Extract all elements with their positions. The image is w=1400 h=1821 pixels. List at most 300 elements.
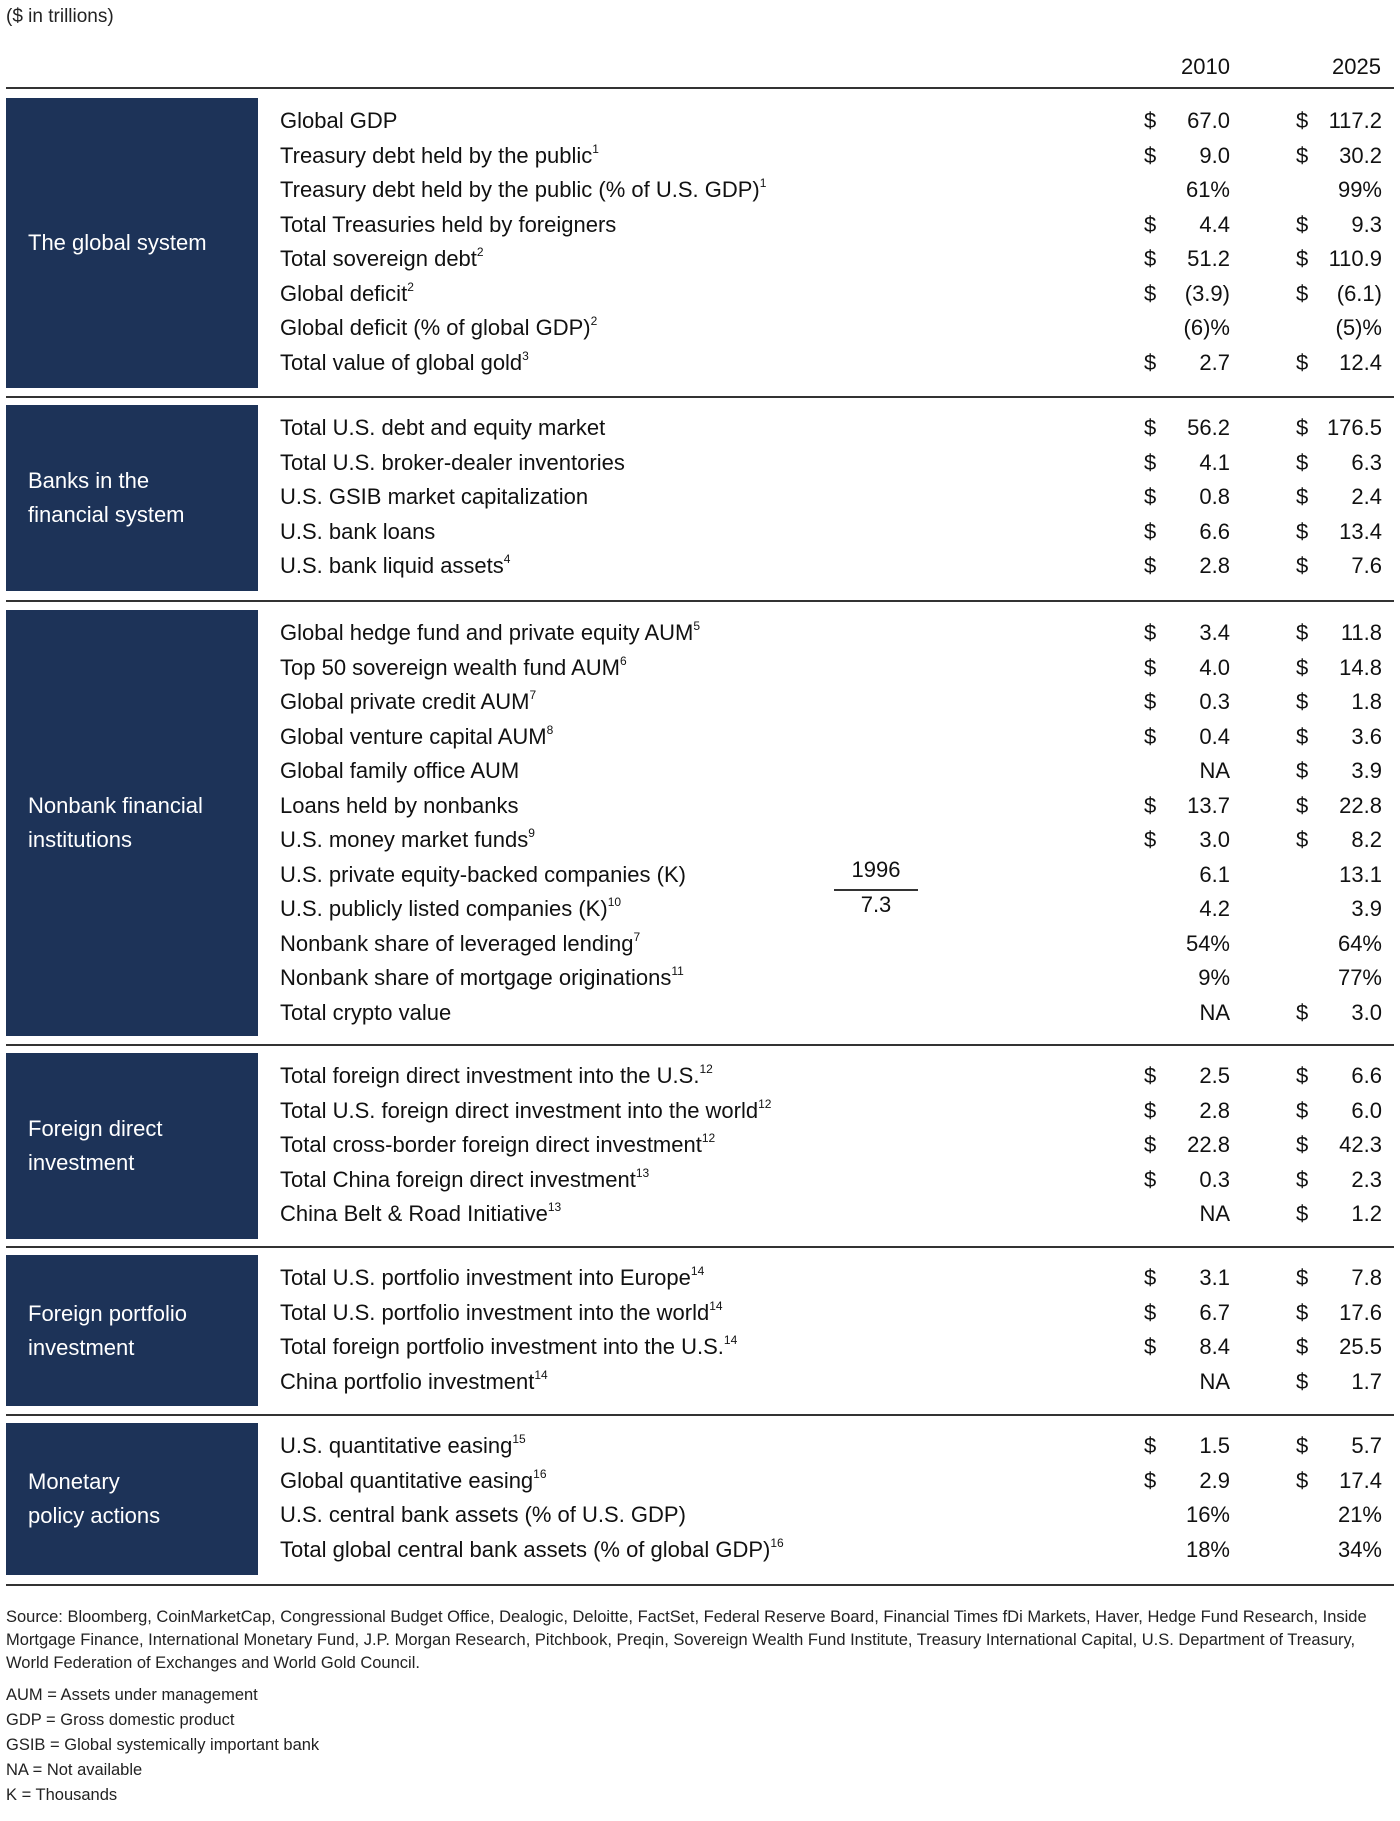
row-label-text: U.S. GSIB market capitalization: [280, 484, 589, 509]
value-2010: 0.8: [1199, 484, 1230, 509]
row-label-text: Total China foreign direct investment: [280, 1166, 636, 1192]
value-2010: 2.5: [1199, 1063, 1230, 1088]
table-row: [280, 616, 1394, 651]
currency-2025: $: [1296, 415, 1309, 440]
currency-2010: $: [1144, 1097, 1157, 1123]
row-label-text: Total cross-border foreign direct investment: [280, 1132, 702, 1157]
value-2025: 13.1: [1339, 861, 1382, 887]
row-label-text: U.S. central bank assets (% of U.S. GDP): [280, 1502, 686, 1527]
value-2010: NA: [1199, 1201, 1230, 1226]
footnote-marker: 5: [693, 619, 701, 633]
section-rule: [6, 1584, 1394, 1586]
value-2025: 9.3: [1351, 211, 1382, 237]
footnote-marker: 12: [758, 1096, 772, 1111]
row-label: [280, 892, 621, 926]
currency-2010: $: [1144, 108, 1157, 133]
value-2025: 22.8: [1339, 792, 1382, 818]
section-rule: [6, 1044, 1394, 1046]
value-2025: 1.8: [1351, 689, 1382, 714]
value-2025: 3.9: [1351, 758, 1382, 783]
header-rule: [6, 87, 1394, 89]
currency-2025: $: [1296, 1097, 1309, 1123]
value-2025: 3.6: [1351, 723, 1382, 749]
value-2025: 64%: [1337, 930, 1382, 956]
value-2010: 1.5: [1199, 1433, 1230, 1458]
footnote-marker: 13: [547, 1200, 562, 1214]
row-label-text: U.S. publicly listed companies (K): [280, 896, 608, 921]
currency-2010: $: [1144, 1265, 1157, 1290]
value-2010: 8.4: [1199, 1334, 1230, 1359]
row-label-text: Global deficit (% of global GDP): [280, 315, 591, 340]
value-2010: 18%: [1185, 1536, 1230, 1562]
row-label: [280, 1429, 526, 1463]
row-label: [280, 651, 627, 685]
row-label: [280, 1094, 771, 1128]
row-label: [280, 996, 451, 1030]
value-2025: 17.4: [1339, 1467, 1382, 1493]
currency-2025: $: [1296, 999, 1309, 1025]
currency-2010: $: [1144, 553, 1157, 578]
section-label-box: [6, 98, 258, 388]
section-rows: [280, 1429, 1394, 1567]
row-label-text: U.S. private equity-backed companies (K): [280, 861, 686, 887]
abbreviation: K = Thousands: [6, 1786, 118, 1804]
value-2010: (3.9): [1184, 280, 1230, 306]
value-2010: (6)%: [1183, 315, 1230, 340]
table-row: [280, 961, 1394, 996]
value-2025: 5.7: [1351, 1433, 1382, 1458]
value-2010: 56.2: [1187, 415, 1230, 440]
section-label-box: [6, 1423, 258, 1575]
value-2010: 61%: [1185, 177, 1230, 202]
currency-2025: $: [1296, 1265, 1309, 1290]
row-label-text: Global quantitative easing: [280, 1467, 534, 1493]
footnote-marker: 7: [633, 929, 641, 944]
value-2010: 2.8: [1199, 1097, 1230, 1123]
section-fdi: [6, 1053, 1394, 1239]
footnote-marker: 12: [699, 1062, 713, 1076]
column-header-2010: 2010: [1181, 54, 1230, 79]
value-2010: 4.0: [1199, 654, 1230, 680]
row-label-text: Nonbank share of mortgage originations: [280, 965, 672, 990]
footnote-marker: 2: [590, 314, 598, 328]
currency-2025: $: [1296, 484, 1309, 509]
footnote-marker: 14: [534, 1367, 548, 1382]
value-2025: 99%: [1337, 177, 1382, 202]
section-title: The global system: [28, 230, 207, 255]
section-rows: [280, 104, 1394, 380]
row-label: [280, 1330, 737, 1364]
footnote-marker: 1: [592, 141, 599, 156]
section-rule: [6, 1246, 1394, 1248]
row-label-text: Global GDP: [280, 108, 398, 133]
stray-value-top: 1996: [851, 857, 901, 882]
table-row: [280, 1094, 1394, 1129]
currency-2025: $: [1296, 142, 1309, 168]
value-2025: 117.2: [1328, 108, 1382, 133]
row-label: [280, 411, 605, 445]
row-label: [280, 480, 588, 514]
currency-2025: $: [1296, 1166, 1309, 1192]
table-row: [280, 1498, 1394, 1533]
value-2025: 11.8: [1340, 620, 1382, 645]
currency-2010: $: [1144, 1433, 1157, 1458]
section-label-box: [6, 1255, 258, 1406]
footnote-marker: 2: [407, 279, 414, 294]
row-label: [280, 1296, 723, 1330]
value-2025: 14.8: [1339, 654, 1382, 680]
table-row: [280, 139, 1394, 174]
value-2010: 6.6: [1199, 518, 1230, 544]
section-banks: [6, 405, 1394, 591]
value-2025: 1.2: [1351, 1201, 1382, 1226]
currency-2010: $: [1144, 792, 1157, 818]
table-row: [280, 104, 1394, 139]
row-label-text: Total U.S. debt and equity market: [280, 415, 606, 440]
table-row: [280, 1261, 1394, 1296]
row-label: [280, 1261, 704, 1295]
currency-2025: $: [1296, 1334, 1309, 1359]
currency-2010: $: [1144, 654, 1157, 680]
abbreviation: NA = Not available: [6, 1761, 143, 1779]
currency-2010: $: [1144, 211, 1157, 237]
footnote-marker: 13: [635, 1165, 650, 1180]
value-2025: (6.1): [1336, 280, 1382, 306]
value-2010: 2.7: [1199, 349, 1230, 375]
row-label-text: Total U.S. portfolio investment into the world: [280, 1299, 710, 1325]
row-label-text: Loans held by nonbanks: [280, 792, 519, 818]
value-2025: 42.3: [1339, 1132, 1382, 1157]
row-label-text: Global deficit: [280, 280, 408, 306]
currency-2010: $: [1144, 484, 1157, 509]
currency-2025: $: [1296, 349, 1309, 375]
row-label-text: U.S. quantitative easing: [280, 1433, 513, 1458]
row-label: [280, 823, 535, 857]
row-label-text: Global private credit AUM: [280, 689, 530, 714]
currency-2010: $: [1144, 1166, 1157, 1192]
table-row: [280, 685, 1394, 720]
row-label: [280, 446, 625, 480]
table-row: [280, 446, 1394, 481]
currency-2025: $: [1296, 1368, 1309, 1394]
table-row: [280, 1296, 1394, 1331]
value-2010: 6.1: [1199, 861, 1230, 887]
value-2010: 3.4: [1199, 620, 1230, 645]
footnote-marker: 10: [607, 895, 622, 909]
value-2025: 2.4: [1351, 484, 1382, 509]
currency-2025: $: [1296, 211, 1309, 237]
row-label: [280, 1059, 713, 1093]
footnote-marker: 12: [701, 1131, 716, 1145]
currency-2025: $: [1296, 689, 1309, 714]
value-2010: NA: [1199, 1368, 1230, 1394]
row-label-text: Total sovereign debt: [280, 246, 477, 271]
row-label-text: China portfolio investment: [280, 1368, 535, 1394]
table-row: [280, 1059, 1394, 1094]
row-label-text: Treasury debt held by the public (% of U.S. GDP): [280, 177, 760, 202]
row-label: [280, 104, 397, 138]
currency-2025: $: [1296, 1132, 1309, 1157]
section-rows: [280, 1059, 1394, 1232]
footnote-marker: 14: [690, 1264, 705, 1278]
row-label-text: Top 50 sovereign wealth fund AUM: [280, 654, 620, 680]
value-2025: 6.3: [1351, 449, 1382, 475]
value-2025: 34%: [1337, 1536, 1382, 1562]
row-label: [280, 173, 766, 207]
row-label-text: Total U.S. foreign direct investment into the world: [280, 1097, 759, 1123]
currency-2025: $: [1296, 1299, 1309, 1325]
value-2025: 176.5: [1326, 415, 1382, 440]
table-row: [280, 823, 1394, 858]
value-2010: 9.0: [1199, 142, 1230, 168]
footnote-marker: 16: [770, 1535, 784, 1550]
footnote-marker: 1: [759, 176, 767, 190]
currency-2025: $: [1296, 553, 1309, 578]
currency-2025: $: [1296, 246, 1309, 271]
row-label: [280, 961, 684, 995]
table-row: [280, 651, 1394, 686]
value-2025: 7.8: [1351, 1265, 1382, 1290]
table-row: [280, 346, 1394, 381]
section-rule: [6, 600, 1394, 602]
row-label-text: Total crypto value: [280, 999, 452, 1025]
footnote-marker: 15: [512, 1432, 526, 1446]
currency-2025: $: [1296, 1433, 1309, 1458]
section-label-box: [6, 405, 258, 591]
abbreviation: GSIB = Global systemically important bank: [6, 1736, 320, 1754]
value-2025: 8.2: [1351, 827, 1382, 852]
value-2010: 2.8: [1199, 553, 1230, 578]
section-title: Foreign direct investment: [28, 1116, 163, 1175]
currency-2025: $: [1296, 108, 1309, 133]
table-row: [280, 1365, 1394, 1400]
footnote-marker: 6: [619, 653, 627, 668]
section-global-system: [6, 98, 1394, 388]
table-row: [280, 277, 1394, 312]
row-label-text: Total Treasuries held by foreigners: [280, 211, 617, 237]
table-row: [280, 208, 1394, 243]
row-label-text: Global family office AUM: [280, 758, 520, 783]
currency-2010: $: [1144, 1299, 1157, 1325]
row-label: [280, 515, 435, 549]
currency-2010: $: [1144, 142, 1157, 168]
table-row: [280, 549, 1394, 584]
value-2010: 67.0: [1187, 108, 1230, 133]
value-2010: 22.8: [1187, 1132, 1230, 1157]
row-label-text: U.S. bank liquid assets: [280, 553, 504, 578]
value-2025: 30.2: [1339, 142, 1382, 168]
currency-2025: $: [1296, 723, 1309, 749]
currency-2025: $: [1296, 1467, 1309, 1493]
footnote-marker: 16: [533, 1466, 547, 1481]
row-label: [280, 1197, 561, 1231]
row-label: [280, 858, 686, 892]
currency-2010: $: [1144, 246, 1157, 271]
value-2025: 1.7: [1351, 1368, 1382, 1394]
footnote-marker: 4: [503, 552, 511, 566]
value-2025: 7.6: [1351, 553, 1382, 578]
currency-2025: $: [1296, 280, 1309, 306]
currency-2025: $: [1296, 1201, 1309, 1226]
value-2025: 21%: [1337, 1502, 1382, 1527]
table-row: [280, 789, 1394, 824]
value-2025: 110.9: [1328, 246, 1382, 271]
table-row: [280, 515, 1394, 550]
row-label: [280, 1128, 715, 1162]
row-label: [280, 616, 700, 650]
value-2010: 4.4: [1199, 211, 1230, 237]
section-title: Nonbank financial institutions: [28, 793, 203, 852]
footnote-marker: 14: [723, 1333, 738, 1347]
value-2010: 3.1: [1199, 1265, 1230, 1290]
footnote-marker: 11: [671, 964, 684, 978]
table-row: [280, 1533, 1394, 1568]
source-note: Source: Bloomberg, CoinMarketCap, Congressional Budget Office, Dealogic, Deloitte, FactSet, Federal Reserve Board, Financial Times fDi Markets, Haver, Hedge Fund Research, Inside Mortgage Finance, International Monetary Fund, J.P. Morgan Research, Pitchbook, Preqin, Sovereign Wealth Fund Institute, Treasury International Capital, U.S. Department of Treasury, World Federation of Exchanges and World Gold Council.: [6, 1608, 1367, 1672]
row-label: [280, 1533, 784, 1567]
footnote-marker: 3: [522, 348, 529, 363]
currency-2010: $: [1144, 518, 1157, 544]
currency-2025: $: [1296, 449, 1309, 475]
value-2010: 54%: [1185, 930, 1230, 956]
row-label-text: Total foreign portfolio investment into the U.S.: [280, 1334, 724, 1359]
table-row: [280, 1330, 1394, 1365]
value-2010: 4.1: [1199, 449, 1230, 475]
row-label: [280, 1464, 547, 1498]
row-label: [280, 789, 519, 823]
section-label-box: [6, 610, 258, 1036]
table-row: [280, 1429, 1394, 1464]
row-label-text: Total U.S. broker-dealer inventories: [280, 449, 625, 475]
row-label: [280, 1163, 649, 1197]
table-row: [280, 411, 1394, 446]
currency-2010: $: [1144, 415, 1157, 440]
value-2010: NA: [1199, 999, 1230, 1025]
value-2010: 6.7: [1199, 1299, 1230, 1325]
section-title: Monetary policy actions: [28, 1469, 161, 1528]
section-portfolio: [6, 1255, 1394, 1406]
section-title: Foreign portfolio investment: [28, 1300, 187, 1360]
table-row: [280, 1128, 1394, 1163]
footnote-marker: 2: [476, 245, 484, 259]
section-rule: [6, 1414, 1394, 1416]
table-row: [280, 1464, 1394, 1499]
unit-note: ($ in trillions): [6, 6, 114, 27]
value-2025: 13.4: [1339, 518, 1382, 544]
currency-2010: $: [1144, 1467, 1157, 1493]
value-2025: 25.5: [1339, 1334, 1382, 1359]
footnote-marker: 7: [529, 688, 537, 702]
value-2025: 3.0: [1351, 999, 1382, 1025]
section-rule: [6, 396, 1394, 398]
row-label: [280, 549, 510, 583]
row-label: [280, 208, 616, 242]
table-row: [280, 480, 1394, 515]
footnote-marker: 14: [709, 1298, 723, 1313]
row-label-text: Total value of global gold: [280, 349, 523, 375]
currency-2025: $: [1296, 758, 1309, 783]
value-2025: 12.4: [1339, 349, 1382, 375]
value-2025: (5)%: [1335, 315, 1382, 340]
value-2025: 6.0: [1351, 1097, 1382, 1123]
row-label-text: Total U.S. portfolio investment into Europe: [280, 1265, 691, 1290]
row-label: [280, 685, 536, 719]
row-label: [280, 1365, 548, 1399]
value-2010: 4.2: [1199, 896, 1230, 921]
row-label: [280, 720, 553, 754]
row-label: [280, 139, 599, 173]
stray-divider: [834, 889, 918, 891]
currency-2010: $: [1144, 827, 1157, 852]
column-header-2025: 2025: [1332, 54, 1381, 79]
row-label-text: Global hedge fund and private equity AUM: [280, 620, 694, 645]
footer: [6, 1606, 1391, 1808]
row-label-text: Global venture capital AUM: [280, 723, 547, 749]
value-2025: 77%: [1337, 965, 1382, 990]
table-row: [280, 720, 1394, 755]
currency-2010: $: [1144, 1334, 1157, 1359]
section-rows: [280, 411, 1394, 584]
value-2025: 6.6: [1351, 1063, 1382, 1088]
value-2010: 0.3: [1199, 689, 1230, 714]
value-2010: 9%: [1198, 965, 1230, 990]
table-row: [280, 996, 1394, 1031]
table-row: [280, 927, 1394, 962]
value-2010: NA: [1199, 758, 1230, 783]
section-nonbank: [6, 610, 1394, 1036]
value-2025: 17.6: [1339, 1299, 1382, 1325]
stray-value-bottom: 7.3: [860, 892, 892, 917]
row-label: [280, 277, 414, 311]
table-row: [280, 1163, 1394, 1198]
currency-2010: $: [1144, 349, 1157, 375]
currency-2010: $: [1144, 449, 1157, 475]
currency-2025: $: [1296, 827, 1309, 852]
section-title: Banks in the financial system: [28, 468, 185, 527]
currency-2010: $: [1144, 689, 1157, 714]
currency-2025: $: [1296, 792, 1309, 818]
section-label-box: [6, 1053, 258, 1239]
currency-2025: $: [1296, 620, 1309, 645]
value-2010: 3.0: [1199, 827, 1230, 852]
table-row: [280, 311, 1394, 346]
table-row: [280, 1197, 1394, 1232]
abbreviation: AUM = Assets under management: [6, 1686, 258, 1704]
value-2010: 13.7: [1187, 792, 1230, 818]
row-label: [280, 346, 529, 380]
row-label-text: Total global central bank assets (% of global GDP): [280, 1536, 771, 1562]
row-label: [280, 311, 597, 345]
section-rows: [280, 616, 1394, 1030]
row-label-text: Nonbank share of leveraged lending: [280, 930, 634, 956]
table-row: [280, 754, 1394, 789]
currency-2010: $: [1144, 723, 1157, 749]
row-label: [280, 242, 484, 276]
value-2010: 2.9: [1199, 1467, 1230, 1493]
row-label-text: U.S. money market funds: [280, 827, 529, 852]
value-2010: 0.4: [1199, 723, 1230, 749]
footnote-marker: 8: [546, 722, 554, 737]
row-label-text: China Belt & Road Initiative: [280, 1201, 548, 1226]
currency-2025: $: [1296, 1063, 1309, 1088]
value-2025: 2.3: [1351, 1166, 1382, 1192]
row-label-text: Total foreign direct investment into the U.S.: [280, 1063, 700, 1088]
currency-2010: $: [1144, 620, 1157, 645]
value-2010: 51.2: [1187, 246, 1230, 271]
section-monetary: [6, 1423, 1394, 1575]
section-rows: [280, 1261, 1394, 1399]
row-label: [280, 754, 519, 788]
table-row: [280, 173, 1394, 208]
